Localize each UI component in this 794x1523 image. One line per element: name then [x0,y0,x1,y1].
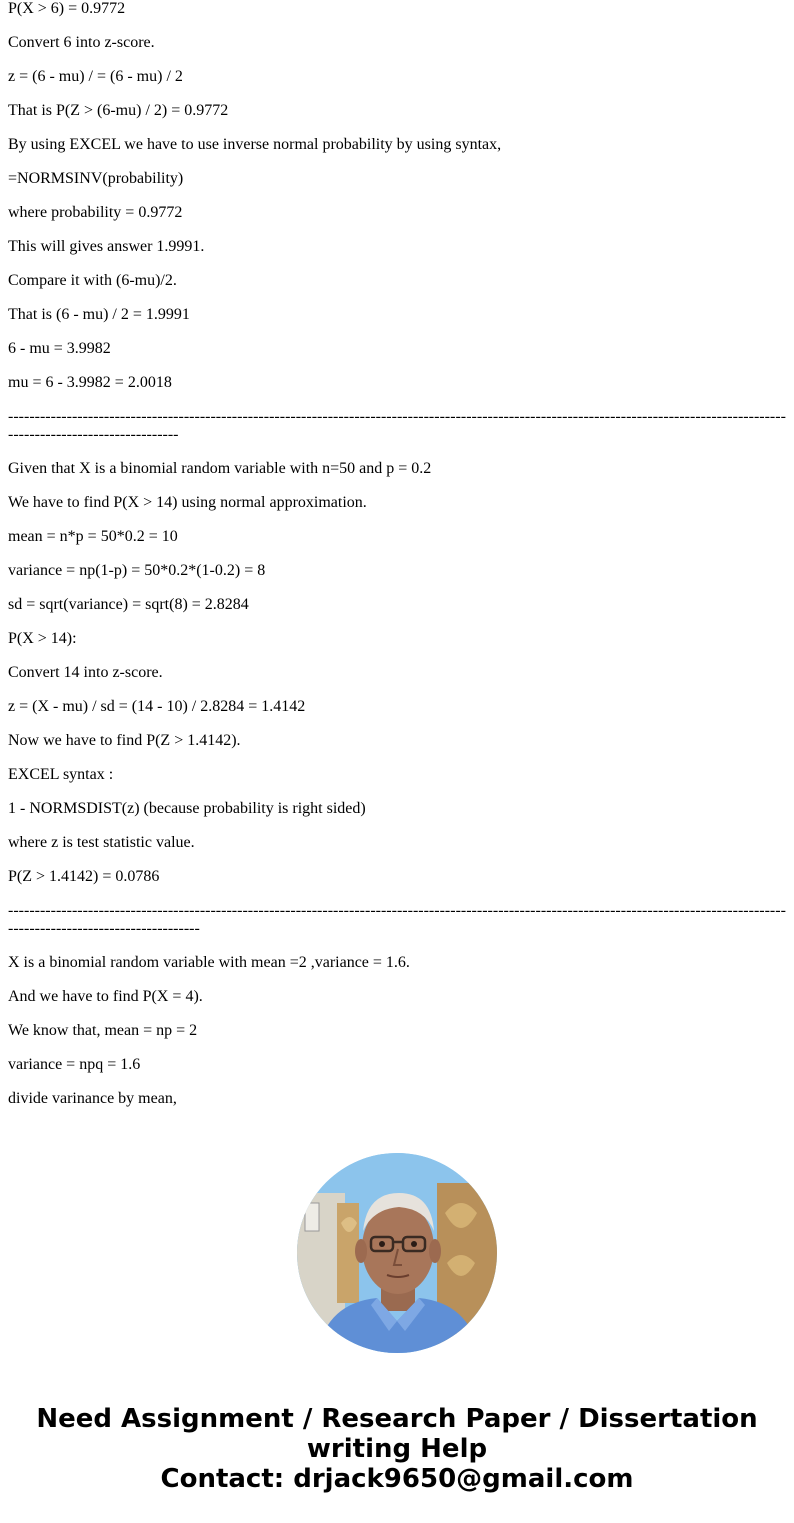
text-line: z = (6 - mu) / = (6 - mu) / 2 [8,68,183,85]
solution-text [8,0,786,1124]
separator-line: ---------------------------------------------------------------------------------------------------------------------------------------------------------------------------------- [8,408,786,443]
text-line: And we have to find P(X = 4). [8,988,203,1005]
text-line: That is (6 - mu) / 2 = 1.9991 [8,306,190,323]
separator-line: -------------------------------------------------------------------------------------------------------------------------------------------------------------------------------------- [8,902,786,937]
text-line: divide varinance by mean, [8,1090,177,1107]
avatar-portrait [297,1153,497,1353]
text-line: P(X > 14): [8,630,77,647]
text-line: variance = np(1-p) = 50*0.2*(1-0.2) = 8 [8,562,266,579]
text-line: We know that, mean = np = 2 [8,1022,198,1039]
promo-headline: Need Assignment / Research Paper / Dissertation [36,1404,758,1434]
text-line: where z is test statistic value. [8,834,195,851]
text-line: That is P(Z > (6-mu) / 2) = 0.9772 [8,102,229,119]
text-line: P(Z > 1.4142) = 0.0786 [8,868,160,885]
text-line: mean = n*p = 50*0.2 = 10 [8,528,178,545]
text-line: By using EXCEL we have to use inverse normal probability by using syntax, [8,136,502,153]
text-line: 6 - mu = 3.9982 [8,340,111,357]
text-line: Now we have to find P(Z > 1.4142). [8,732,241,749]
text-line: P(X > 6) = 0.9772 [8,0,126,17]
promo-subline: writing Help [306,1434,488,1464]
text-line: This will gives answer 1.9991. [8,238,205,255]
text-line: Convert 14 into z-score. [8,664,163,681]
text-line: Convert 6 into z-score. [8,34,155,51]
text-line: variance = npq = 1.6 [8,1056,141,1073]
text-line: Compare it with (6-mu)/2. [8,272,177,289]
text-line: Given that X is a binomial random variable with n=50 and p = 0.2 [8,460,432,477]
text-line: X is a binomial random variable with mean =2 ,variance = 1.6. [8,954,410,971]
text-line: We have to find P(X > 14) using normal approximation. [8,494,367,511]
text-line: EXCEL syntax : [8,766,114,783]
text-line: sd = sqrt(variance) = sqrt(8) = 2.8284 [8,596,249,613]
text-line: z = (X - mu) / sd = (14 - 10) / 2.8284 = 1.4142 [8,698,306,715]
text-line: 1 - NORMSDIST(z) (because probability is right sided) [8,800,366,817]
contact-banner [0,1404,794,1494]
text-line: =NORMSINV(probability) [8,170,184,187]
avatar [297,1153,497,1353]
text-line: mu = 6 - 3.9982 = 2.0018 [8,374,172,391]
text-line: where probability = 0.9772 [8,204,183,221]
contact-email: Contact: drjack9650@gmail.com [160,1464,634,1494]
